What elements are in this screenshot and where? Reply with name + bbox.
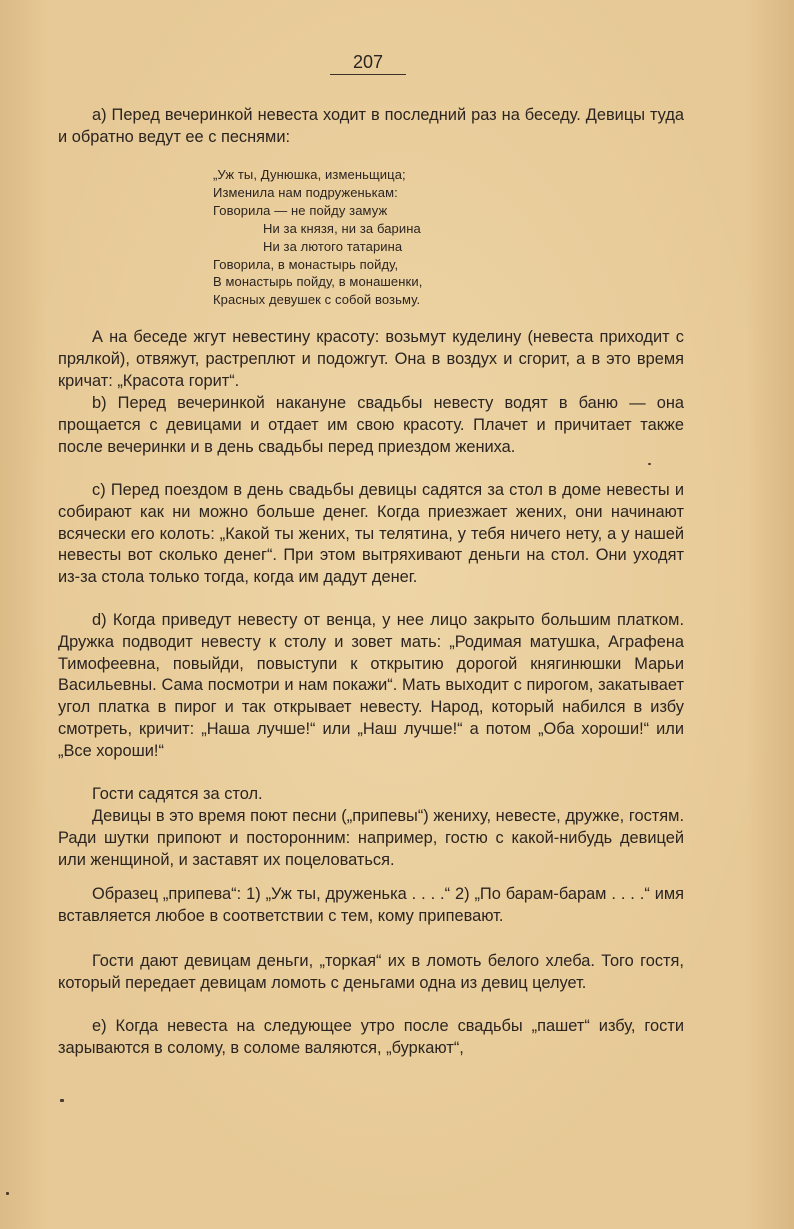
verse-line: Ни за лютого татарина: [263, 238, 403, 254]
verse-line: Изменила нам подруженькам:: [213, 184, 398, 200]
ink-speck: [648, 463, 651, 465]
page-number: 207: [330, 52, 406, 75]
paragraph-burning-beauty: А на беседе жгут невестину красоту: возьмут куделину (невеста приходит с прялкой), отвяжут, растреплют и подожгут. Она в воздух и сгорит, а в это время кричат: „Красота горит“.: [58, 328, 684, 390]
paragraph-d-unveiling: d) Когда приведут невесту от венца, у нее лицо закрыто большим платком. Дружка подводит невесту к столу и зовет мать: „Родимая матушка, Аграфена Тимофеевна, повыйди, повыступи к открытию дорогой княгинюшки Марьи Васильевны. Сама посмотри и нам покажи“. Мать выходит с пирогом, закатывает угол платка в пирог и так открывает невесту. Народ, который набился в избу смотреть, кричит: „Наша лучше!“ или „Наш лучше!“ а потом „Оба хороши!“ или „Все хороши!“: [58, 611, 684, 760]
paragraph-songs: Девицы в это время поют песни („припевы“) жениху, невесте, дружке, гостям. Ради шутки припоют и посторонним: например, гостю с какой-нибудь девицей или женщиной, и заставят их поцеловаться.: [58, 807, 684, 869]
paragraph-c-money: c) Перед поездом в день свадьбы девицы садятся за стол в доме невесты и собирают как ни можно больше денег. Когда приезжает жених, они начинают всячески его колоть: „Какой ты жених, ты телятина, у тебя ничего нету, а у нашей невесты вот сколько денег“. При этом вытряхивают деньги на стол. Они уходят из-за стола только тогда, когда им дадут денег.: [58, 481, 684, 587]
paragraph-b-bathhouse: b) Перед вечеринкой накануне свадьбы невесту водят в баню — она прощается с девицами и отдает им свою красоту. Плачет и причитает также после вечеринки и в день свадьбы перед приездом жениха.: [58, 394, 684, 456]
paragraph-sample-song: Образец „припева“: 1) „Уж ты, друженька . . . .“ 2) „По барам-барам . . . .“ имя вставляется любое в соответствии с тем, кому припевают.: [58, 885, 684, 925]
paragraph-e-straw: e) Когда невеста на следующее утро после свадьбы „пашет“ избу, гости зарываются в солому, в соломе валяются, „буркают“,: [58, 1017, 684, 1057]
verse-line: Красных девушек с собой возьму.: [213, 292, 421, 308]
paragraph-bread-money: Гости дают девицам деньги, „торкая“ их в ломоть белого хлеба. Того гостя, который передает девицам ломоть с деньгами одна из девиц целует.: [58, 952, 684, 992]
verse-line: Говорила, в монастырь пойду,: [213, 256, 399, 272]
song-verse: [213, 166, 422, 309]
verse-line: В монастырь пойду, в монашенки,: [213, 274, 423, 290]
verse-line: Говорила — не пойду замуж: [213, 202, 388, 218]
paragraph-guests-sit: Гости садятся за стол.: [92, 785, 263, 803]
ink-speck: [6, 1192, 9, 1195]
intro-paragraph: a) Перед вечеринкой невеста ходит в последний раз на беседу. Девицы туда и обратно ведут ее с песнями:: [58, 106, 684, 146]
ink-speck: [60, 1099, 64, 1102]
verse-line: Ни за князя, ни за барина: [263, 220, 421, 236]
verse-line: „Уж ты, Дунюшка, изменьщица;: [213, 167, 406, 182]
